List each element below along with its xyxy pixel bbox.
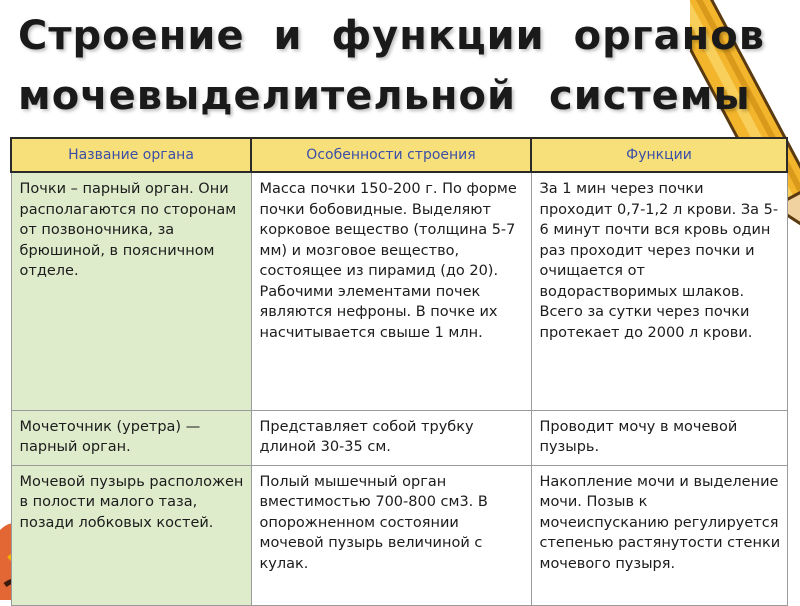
page-title [18, 6, 766, 126]
cell-function: Накопление мочи и выделение мочи. Позыв к мочеиспусканию регулируется степенью растянутости стенки мочевого пузыря. [531, 465, 787, 605]
cell-function: За 1 мин через почки проходит 0,7-1,2 л крови. За 5-6 минут почти вся кровь один раз проходит через почки и очищается от водорастворимых шлаков. Всего за сутки через почки протекает до 2000 л крови. [531, 172, 787, 410]
table-row [11, 172, 787, 410]
cell-organ: Мочевой пузырь расположен в полости малого таза, позади лобковых костей. [11, 465, 251, 605]
cell-organ: Мочеточник (уретра) — парный орган. [11, 410, 251, 465]
cell-structure: Полый мышечный орган вместимостью 700-800 см3. В опорожненном состоянии мочевой пузырь величиной с кулак. [251, 465, 531, 605]
table-row [11, 465, 787, 605]
cell-function: Проводит мочу в мочевой пузырь. [531, 410, 787, 465]
title-line-1: Строение и функции органов [18, 13, 766, 59]
cell-structure: Представляет собой трубку длиной 30-35 см. [251, 410, 531, 465]
table-row [11, 410, 787, 465]
title-line-2: мочевыделительной системы [18, 73, 751, 119]
table-header-row [11, 138, 787, 172]
cell-structure: Масса почки 150-200 г. По форме почки бобовидные. Выделяют корковое вещество (толщина 5-7 мм) и мозговое вещество, состоящее из пирамид (до 20). Рабочими элементами почек являются нефроны. В почке их насчитывается свыше 1 млн. [251, 172, 531, 410]
header-structure: Особенности строения [251, 138, 531, 172]
organs-table [10, 137, 788, 606]
cell-organ: Почки – парный орган. Они располагаются по сторонам от позвоночника, за брюшиной, в поясничном отделе. [11, 172, 251, 410]
header-organ-name: Название органа [11, 138, 251, 172]
header-functions: Функции [531, 138, 787, 172]
